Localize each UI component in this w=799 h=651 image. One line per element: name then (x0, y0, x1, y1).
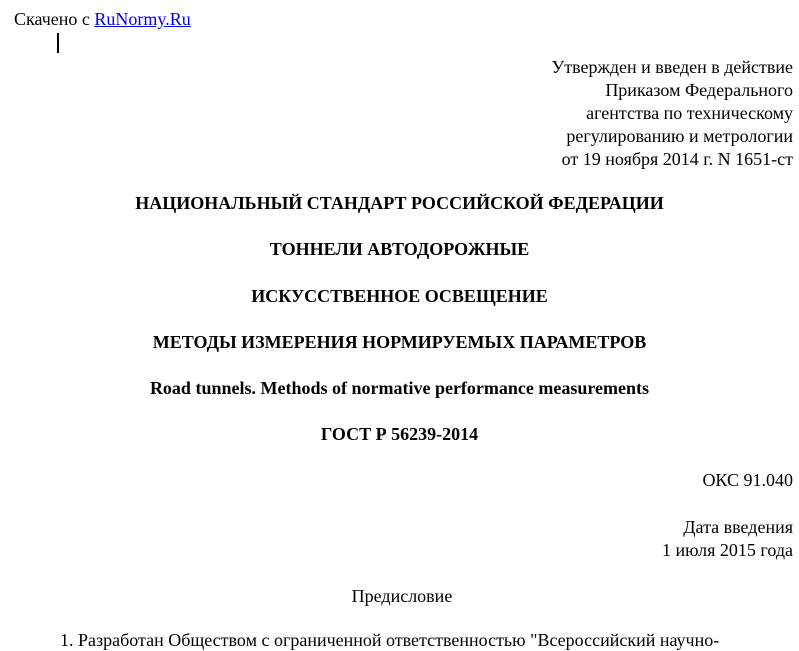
topic-title: ИСКУССТВЕННОЕ ОСВЕЩЕНИЕ (251, 286, 548, 306)
approval-line: регулированию и метрологии (566, 126, 793, 146)
preface-paragraph: 1. Разработан Обществом с ограниченной ответственностью "Всероссийский научно- (60, 630, 720, 650)
download-source-line (14, 8, 191, 30)
intro-date-value: 1 июля 2015 года (662, 540, 793, 560)
text-cursor (57, 33, 59, 53)
approval-line: Утвержден и введен в действие (551, 57, 793, 77)
approval-line: агентства по техническому (586, 103, 793, 123)
download-prefix: Скачено с (14, 9, 95, 29)
intro-date-label: Дата введения (683, 517, 793, 537)
preface-heading: Предисловие (351, 586, 453, 606)
english-title: Road tunnels. Methods of normative performance measurements (149, 378, 650, 398)
standard-title: НАЦИОНАЛЬНЫЙ СТАНДАРТ РОССИЙСКОЙ ФЕДЕРАЦИИ (135, 193, 664, 213)
oks-code: ОКС 91.040 (702, 470, 793, 490)
approval-line: Приказом Федерального (605, 80, 793, 100)
approval-line: от 19 ноября 2014 г. N 1651-ст (561, 149, 793, 169)
subject-title: ТОННЕЛИ АВТОДОРОЖНЫЕ (269, 239, 530, 259)
approval-block (551, 56, 793, 171)
runormy-link[interactable]: RuNormy.Ru (94, 9, 191, 29)
standard-code: ГОСТ Р 56239-2014 (320, 424, 479, 444)
methods-title: МЕТОДЫ ИЗМЕРЕНИЯ НОРМИРУЕМЫХ ПАРАМЕТРОВ (152, 332, 647, 352)
